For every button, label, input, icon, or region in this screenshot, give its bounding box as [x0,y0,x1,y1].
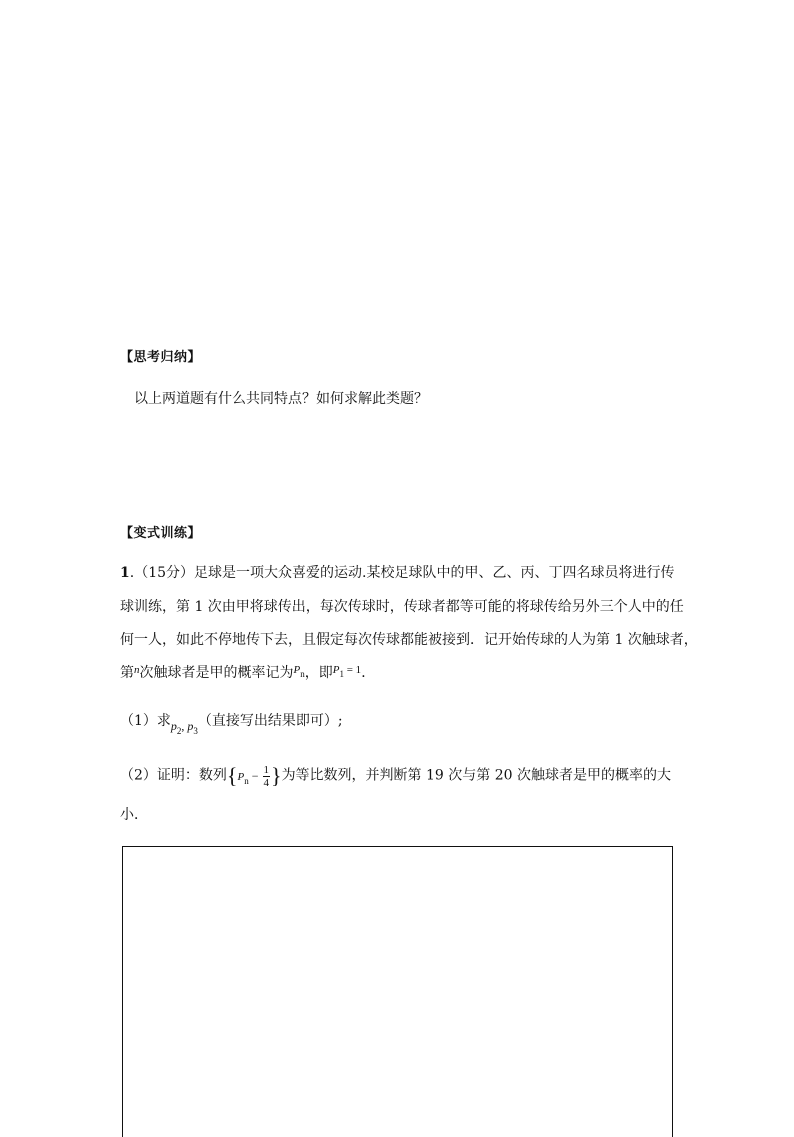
expr-p: P [237,770,245,783]
part-2-tail: 小． [120,807,148,823]
frac-num: 1 [263,764,269,776]
problem-text-1: 足球是一项大众喜爱的运动.某校足球队中的甲、乙、丙、丁四名球员将进行传 [194,565,675,581]
part-1 [120,710,343,736]
problem-line-1 [120,562,674,582]
problem-line-2: 球训练，第 1 次由甲将球传出，每次传球时，传球者都等可能的将球传给另外三个人中的任 [120,599,684,615]
part-2 [120,764,671,789]
part2-label: （2）证明：数列 [120,767,227,784]
var-p1-sub: 1 [339,669,344,679]
fraction-one-quarter [263,764,271,789]
line4-a: 第 [120,665,134,681]
line4-c: ，即 [304,665,333,681]
answer-box[interactable] [122,846,673,1137]
frac-den: 4 [263,777,269,789]
part1-p2-sub: 2 [176,726,182,736]
problem-line-3: 何一人，如此不停地传下去，且假定每次传球都能被接到．记开始传球的人为第 1 次触球者， [120,632,698,648]
part1-p3-sub: 3 [193,726,198,736]
problem-score: .（15分） [129,565,195,581]
line4-end: ． [361,665,376,681]
var-p1-val: = 1 [343,664,362,676]
var-n: n [134,664,140,676]
summary-question: 以上两道题有什么共同特点？如何求解此类题？ [134,391,428,407]
summary-heading: 【思考归纳】 [120,350,202,365]
brace-open: { [226,762,238,788]
var-pn: P [293,664,301,676]
problem-line-4 [120,662,375,682]
variant-heading: 【变式训练】 [120,526,202,541]
expr-minus: − [248,768,262,783]
var-pn-sub: n [300,669,305,679]
part1-note: （直接写出结果即可）; [197,713,343,729]
part1-sep: , [181,719,188,733]
part2-text: 为等比数列，并判断第 19 次与第 20 次触球者是甲的概率的大 [281,767,671,784]
brace-close: } [271,762,282,788]
problem-number: 1 [120,565,130,581]
var-p1: P [332,664,340,676]
part1-p2: p [170,719,177,733]
expr-sub: n [244,775,249,786]
part1-p3: p [187,719,194,733]
line4-b: 次触球者是甲的概率记为 [139,665,294,681]
part1-label: （1）求 [120,713,171,729]
